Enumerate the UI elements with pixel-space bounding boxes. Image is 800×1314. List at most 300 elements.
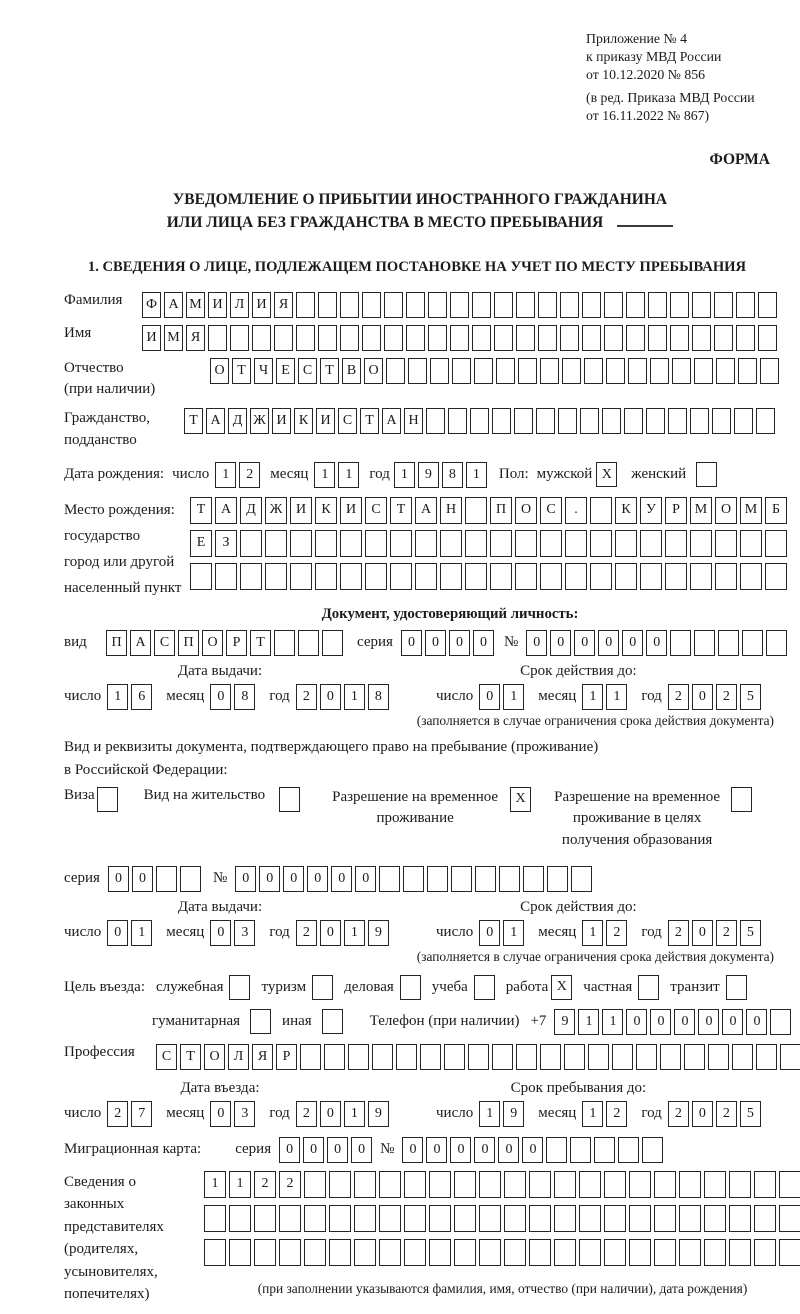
char-cell[interactable]: 1 <box>582 684 603 710</box>
char-cell[interactable]: И <box>272 408 291 434</box>
purpose-transit-checkbox[interactable] <box>726 975 747 1000</box>
char-cell[interactable] <box>712 408 731 434</box>
char-cell[interactable] <box>415 563 437 590</box>
char-cell[interactable]: 0 <box>327 1137 348 1163</box>
char-cell[interactable]: 1 <box>466 462 487 488</box>
char-cell[interactable]: М <box>690 497 712 524</box>
char-cell[interactable] <box>379 1205 401 1232</box>
char-cell[interactable] <box>304 1205 326 1232</box>
sex-female-checkbox[interactable] <box>696 462 717 487</box>
char-cell[interactable]: 0 <box>473 630 494 656</box>
char-cell[interactable] <box>740 530 762 557</box>
char-cell[interactable]: 7 <box>131 1101 152 1127</box>
char-cell[interactable]: Я <box>274 292 293 318</box>
char-cell[interactable]: Р <box>665 497 687 524</box>
char-cell[interactable] <box>324 1044 345 1070</box>
char-cell[interactable]: 0 <box>355 866 376 892</box>
char-cell[interactable] <box>322 630 343 656</box>
char-cell[interactable] <box>690 563 712 590</box>
char-cell[interactable]: О <box>210 358 229 384</box>
char-cell[interactable] <box>515 530 537 557</box>
char-cell[interactable] <box>628 358 647 384</box>
char-cell[interactable]: 1 <box>204 1171 226 1198</box>
char-cell[interactable]: Т <box>232 358 251 384</box>
char-cell[interactable]: Ф <box>142 292 161 318</box>
char-cell[interactable] <box>523 866 544 892</box>
char-cell[interactable] <box>465 563 487 590</box>
char-cell[interactable]: 0 <box>426 1137 447 1163</box>
char-cell[interactable] <box>315 530 337 557</box>
char-cell[interactable]: К <box>315 497 337 524</box>
purpose-business-checkbox[interactable] <box>229 975 250 1000</box>
char-cell[interactable]: 0 <box>522 1137 543 1163</box>
char-cell[interactable] <box>540 563 562 590</box>
char-cell[interactable] <box>365 530 387 557</box>
char-cell[interactable] <box>626 325 645 351</box>
visa-checkbox[interactable] <box>97 787 118 812</box>
char-cell[interactable] <box>729 1239 751 1266</box>
char-cell[interactable] <box>252 325 271 351</box>
char-cell[interactable] <box>546 1137 567 1163</box>
char-cell[interactable] <box>254 1205 276 1232</box>
residence-permit-checkbox[interactable] <box>279 787 300 812</box>
char-cell[interactable]: Т <box>320 358 339 384</box>
char-cell[interactable] <box>540 1044 561 1070</box>
purpose-study-checkbox[interactable] <box>474 975 495 1000</box>
char-cell[interactable] <box>279 1205 301 1232</box>
char-cell[interactable]: 2 <box>254 1171 276 1198</box>
char-cell[interactable] <box>340 325 359 351</box>
char-cell[interactable] <box>404 1205 426 1232</box>
char-cell[interactable] <box>646 408 665 434</box>
char-cell[interactable] <box>348 1044 369 1070</box>
char-cell[interactable]: 1 <box>582 920 603 946</box>
char-cell[interactable] <box>329 1171 351 1198</box>
char-cell[interactable]: 2 <box>606 1101 627 1127</box>
char-cell[interactable] <box>770 1009 791 1035</box>
char-cell[interactable] <box>490 563 512 590</box>
char-cell[interactable]: И <box>290 497 312 524</box>
char-cell[interactable] <box>490 530 512 557</box>
char-cell[interactable] <box>451 866 472 892</box>
char-cell[interactable]: 0 <box>479 920 500 946</box>
char-cell[interactable]: 0 <box>307 866 328 892</box>
char-cell[interactable]: 3 <box>234 920 255 946</box>
char-cell[interactable]: С <box>154 630 175 656</box>
char-cell[interactable] <box>470 408 489 434</box>
char-cell[interactable]: 1 <box>314 462 335 488</box>
char-cell[interactable]: 1 <box>338 462 359 488</box>
char-cell[interactable] <box>648 325 667 351</box>
char-cell[interactable]: П <box>106 630 127 656</box>
char-cell[interactable] <box>742 630 763 656</box>
char-cell[interactable] <box>554 1205 576 1232</box>
char-cell[interactable] <box>406 325 425 351</box>
char-cell[interactable]: 8 <box>234 684 255 710</box>
char-cell[interactable]: Т <box>190 497 212 524</box>
char-cell[interactable] <box>265 563 287 590</box>
char-cell[interactable]: А <box>415 497 437 524</box>
char-cell[interactable]: 0 <box>320 920 341 946</box>
char-cell[interactable]: 0 <box>449 630 470 656</box>
char-cell[interactable] <box>540 358 559 384</box>
char-cell[interactable]: 1 <box>215 462 236 488</box>
char-cell[interactable]: 0 <box>303 1137 324 1163</box>
char-cell[interactable]: 0 <box>279 1137 300 1163</box>
char-cell[interactable] <box>714 292 733 318</box>
char-cell[interactable]: 2 <box>239 462 260 488</box>
char-cell[interactable] <box>562 358 581 384</box>
char-cell[interactable] <box>516 325 535 351</box>
char-cell[interactable] <box>594 1137 615 1163</box>
char-cell[interactable] <box>736 325 755 351</box>
char-cell[interactable]: Р <box>276 1044 297 1070</box>
char-cell[interactable] <box>156 866 177 892</box>
char-cell[interactable] <box>554 1239 576 1266</box>
char-cell[interactable]: М <box>186 292 205 318</box>
char-cell[interactable] <box>415 530 437 557</box>
char-cell[interactable] <box>779 1239 800 1266</box>
char-cell[interactable]: И <box>252 292 271 318</box>
char-cell[interactable] <box>274 325 293 351</box>
char-cell[interactable] <box>604 1171 626 1198</box>
char-cell[interactable] <box>565 563 587 590</box>
char-cell[interactable] <box>504 1239 526 1266</box>
char-cell[interactable]: 1 <box>131 920 152 946</box>
char-cell[interactable] <box>679 1171 701 1198</box>
purpose-tourism-checkbox[interactable] <box>312 975 333 1000</box>
char-cell[interactable] <box>420 1044 441 1070</box>
char-cell[interactable]: 0 <box>401 630 422 656</box>
char-cell[interactable] <box>560 292 579 318</box>
char-cell[interactable]: Р <box>226 630 247 656</box>
char-cell[interactable]: 2 <box>296 684 317 710</box>
char-cell[interactable] <box>582 325 601 351</box>
char-cell[interactable] <box>492 408 511 434</box>
char-cell[interactable] <box>648 292 667 318</box>
char-cell[interactable] <box>612 1044 633 1070</box>
char-cell[interactable]: 0 <box>107 920 128 946</box>
char-cell[interactable] <box>679 1205 701 1232</box>
char-cell[interactable]: 2 <box>296 920 317 946</box>
char-cell[interactable]: 2 <box>716 1101 737 1127</box>
char-cell[interactable]: К <box>294 408 313 434</box>
char-cell[interactable] <box>716 358 735 384</box>
char-cell[interactable] <box>756 408 775 434</box>
char-cell[interactable]: 0 <box>474 1137 495 1163</box>
char-cell[interactable] <box>670 292 689 318</box>
char-cell[interactable]: 0 <box>498 1137 519 1163</box>
char-cell[interactable] <box>766 630 787 656</box>
char-cell[interactable]: Д <box>228 408 247 434</box>
temp-permit-edu-checkbox[interactable] <box>731 787 752 812</box>
char-cell[interactable] <box>754 1239 776 1266</box>
char-cell[interactable]: 9 <box>418 462 439 488</box>
char-cell[interactable] <box>732 1044 753 1070</box>
char-cell[interactable]: 2 <box>668 1101 689 1127</box>
char-cell[interactable]: 0 <box>622 630 643 656</box>
char-cell[interactable] <box>429 1205 451 1232</box>
char-cell[interactable] <box>354 1205 376 1232</box>
char-cell[interactable] <box>650 358 669 384</box>
char-cell[interactable] <box>229 1239 251 1266</box>
char-cell[interactable]: 0 <box>331 866 352 892</box>
char-cell[interactable]: 0 <box>402 1137 423 1163</box>
char-cell[interactable] <box>529 1205 551 1232</box>
char-cell[interactable] <box>565 530 587 557</box>
char-cell[interactable]: 1 <box>503 684 524 710</box>
char-cell[interactable]: 0 <box>626 1009 647 1035</box>
char-cell[interactable] <box>362 292 381 318</box>
char-cell[interactable]: Е <box>276 358 295 384</box>
char-cell[interactable]: 2 <box>716 920 737 946</box>
char-cell[interactable] <box>624 408 643 434</box>
char-cell[interactable] <box>516 1044 537 1070</box>
char-cell[interactable] <box>430 358 449 384</box>
char-cell[interactable] <box>408 358 427 384</box>
char-cell[interactable] <box>665 563 687 590</box>
char-cell[interactable]: С <box>540 497 562 524</box>
char-cell[interactable]: 2 <box>668 920 689 946</box>
char-cell[interactable]: А <box>206 408 225 434</box>
char-cell[interactable]: 1 <box>107 684 128 710</box>
char-cell[interactable] <box>279 1239 301 1266</box>
char-cell[interactable] <box>615 530 637 557</box>
char-cell[interactable] <box>579 1205 601 1232</box>
char-cell[interactable]: Ж <box>250 408 269 434</box>
char-cell[interactable] <box>340 292 359 318</box>
char-cell[interactable]: 0 <box>646 630 667 656</box>
char-cell[interactable]: А <box>382 408 401 434</box>
char-cell[interactable]: И <box>208 292 227 318</box>
char-cell[interactable]: 1 <box>344 1101 365 1127</box>
char-cell[interactable] <box>190 563 212 590</box>
char-cell[interactable]: 0 <box>235 866 256 892</box>
char-cell[interactable] <box>558 408 577 434</box>
char-cell[interactable] <box>514 408 533 434</box>
char-cell[interactable] <box>708 1044 729 1070</box>
char-cell[interactable] <box>300 1044 321 1070</box>
char-cell[interactable]: Т <box>184 408 203 434</box>
char-cell[interactable]: 9 <box>368 920 389 946</box>
char-cell[interactable] <box>404 1239 426 1266</box>
char-cell[interactable]: Я <box>186 325 205 351</box>
char-cell[interactable] <box>547 866 568 892</box>
char-cell[interactable]: 5 <box>740 920 761 946</box>
purpose-humanitarian-checkbox[interactable] <box>250 1009 271 1034</box>
char-cell[interactable] <box>670 325 689 351</box>
char-cell[interactable] <box>715 530 737 557</box>
char-cell[interactable] <box>403 866 424 892</box>
char-cell[interactable] <box>604 1239 626 1266</box>
char-cell[interactable] <box>340 530 362 557</box>
char-cell[interactable]: И <box>142 325 161 351</box>
char-cell[interactable]: 0 <box>674 1009 695 1035</box>
char-cell[interactable]: 5 <box>740 684 761 710</box>
char-cell[interactable]: 1 <box>229 1171 251 1198</box>
char-cell[interactable]: 2 <box>606 920 627 946</box>
char-cell[interactable] <box>729 1171 751 1198</box>
char-cell[interactable]: Н <box>404 408 423 434</box>
char-cell[interactable] <box>690 530 712 557</box>
char-cell[interactable] <box>204 1205 226 1232</box>
char-cell[interactable] <box>590 497 612 524</box>
char-cell[interactable] <box>454 1205 476 1232</box>
char-cell[interactable]: 3 <box>234 1101 255 1127</box>
char-cell[interactable] <box>499 866 520 892</box>
char-cell[interactable] <box>452 358 471 384</box>
char-cell[interactable] <box>626 292 645 318</box>
char-cell[interactable] <box>428 325 447 351</box>
char-cell[interactable] <box>642 1137 663 1163</box>
char-cell[interactable] <box>660 1044 681 1070</box>
char-cell[interactable]: 0 <box>132 866 153 892</box>
char-cell[interactable] <box>654 1171 676 1198</box>
char-cell[interactable] <box>450 325 469 351</box>
char-cell[interactable] <box>564 1044 585 1070</box>
char-cell[interactable] <box>208 325 227 351</box>
char-cell[interactable] <box>379 866 400 892</box>
char-cell[interactable] <box>571 866 592 892</box>
char-cell[interactable]: В <box>342 358 361 384</box>
char-cell[interactable] <box>384 292 403 318</box>
char-cell[interactable] <box>254 1239 276 1266</box>
char-cell[interactable] <box>404 1171 426 1198</box>
char-cell[interactable] <box>590 530 612 557</box>
char-cell[interactable] <box>536 408 555 434</box>
char-cell[interactable] <box>779 1171 800 1198</box>
char-cell[interactable] <box>274 630 295 656</box>
char-cell[interactable] <box>692 325 711 351</box>
char-cell[interactable] <box>629 1171 651 1198</box>
char-cell[interactable] <box>479 1239 501 1266</box>
char-cell[interactable] <box>362 325 381 351</box>
char-cell[interactable]: 0 <box>526 630 547 656</box>
char-cell[interactable]: Л <box>228 1044 249 1070</box>
char-cell[interactable] <box>390 563 412 590</box>
char-cell[interactable] <box>736 292 755 318</box>
char-cell[interactable] <box>715 563 737 590</box>
char-cell[interactable]: 0 <box>210 684 231 710</box>
char-cell[interactable]: 0 <box>320 684 341 710</box>
char-cell[interactable] <box>694 630 715 656</box>
char-cell[interactable] <box>340 563 362 590</box>
char-cell[interactable]: 9 <box>503 1101 524 1127</box>
char-cell[interactable] <box>665 530 687 557</box>
char-cell[interactable] <box>604 292 623 318</box>
char-cell[interactable] <box>604 325 623 351</box>
char-cell[interactable] <box>615 563 637 590</box>
char-cell[interactable] <box>496 358 515 384</box>
char-cell[interactable] <box>570 1137 591 1163</box>
char-cell[interactable]: П <box>490 497 512 524</box>
char-cell[interactable] <box>426 408 445 434</box>
char-cell[interactable] <box>618 1137 639 1163</box>
char-cell[interactable] <box>329 1205 351 1232</box>
char-cell[interactable] <box>444 1044 465 1070</box>
char-cell[interactable]: 2 <box>716 684 737 710</box>
char-cell[interactable]: Б <box>765 497 787 524</box>
char-cell[interactable] <box>329 1239 351 1266</box>
char-cell[interactable]: А <box>215 497 237 524</box>
char-cell[interactable] <box>636 1044 657 1070</box>
char-cell[interactable] <box>738 358 757 384</box>
char-cell[interactable] <box>494 292 513 318</box>
char-cell[interactable]: 1 <box>582 1101 603 1127</box>
char-cell[interactable] <box>538 325 557 351</box>
purpose-work-checkbox[interactable]: X <box>551 975 572 1000</box>
char-cell[interactable]: 9 <box>554 1009 575 1035</box>
char-cell[interactable] <box>229 1205 251 1232</box>
char-cell[interactable] <box>718 630 739 656</box>
char-cell[interactable]: Д <box>240 497 262 524</box>
char-cell[interactable] <box>474 358 493 384</box>
char-cell[interactable] <box>629 1239 651 1266</box>
char-cell[interactable]: Т <box>250 630 271 656</box>
char-cell[interactable]: 0 <box>283 866 304 892</box>
char-cell[interactable] <box>354 1239 376 1266</box>
char-cell[interactable]: М <box>164 325 183 351</box>
char-cell[interactable] <box>396 1044 417 1070</box>
char-cell[interactable] <box>606 358 625 384</box>
char-cell[interactable]: 2 <box>668 684 689 710</box>
char-cell[interactable] <box>448 408 467 434</box>
char-cell[interactable]: О <box>364 358 383 384</box>
char-cell[interactable]: Ч <box>254 358 273 384</box>
char-cell[interactable]: . <box>565 497 587 524</box>
char-cell[interactable] <box>604 1205 626 1232</box>
char-cell[interactable]: Е <box>190 530 212 557</box>
char-cell[interactable] <box>754 1171 776 1198</box>
char-cell[interactable] <box>379 1239 401 1266</box>
char-cell[interactable] <box>318 325 337 351</box>
char-cell[interactable]: О <box>202 630 223 656</box>
char-cell[interactable] <box>180 866 201 892</box>
char-cell[interactable]: 1 <box>503 920 524 946</box>
char-cell[interactable] <box>590 563 612 590</box>
char-cell[interactable] <box>765 563 787 590</box>
char-cell[interactable]: 0 <box>746 1009 767 1035</box>
char-cell[interactable] <box>450 292 469 318</box>
char-cell[interactable]: Т <box>360 408 379 434</box>
char-cell[interactable] <box>440 563 462 590</box>
char-cell[interactable]: К <box>615 497 637 524</box>
purpose-commercial-checkbox[interactable] <box>400 975 421 1000</box>
char-cell[interactable] <box>654 1205 676 1232</box>
char-cell[interactable]: 0 <box>692 1101 713 1127</box>
char-cell[interactable]: 2 <box>279 1171 301 1198</box>
char-cell[interactable] <box>215 563 237 590</box>
char-cell[interactable] <box>429 1171 451 1198</box>
char-cell[interactable]: О <box>515 497 537 524</box>
char-cell[interactable]: Л <box>230 292 249 318</box>
char-cell[interactable] <box>734 408 753 434</box>
char-cell[interactable]: У <box>640 497 662 524</box>
char-cell[interactable]: 0 <box>320 1101 341 1127</box>
char-cell[interactable]: Я <box>252 1044 273 1070</box>
char-cell[interactable]: 2 <box>107 1101 128 1127</box>
char-cell[interactable] <box>318 292 337 318</box>
char-cell[interactable]: 0 <box>598 630 619 656</box>
char-cell[interactable] <box>672 358 691 384</box>
char-cell[interactable]: 0 <box>450 1137 471 1163</box>
char-cell[interactable] <box>668 408 687 434</box>
char-cell[interactable] <box>384 325 403 351</box>
char-cell[interactable]: 0 <box>259 866 280 892</box>
char-cell[interactable]: С <box>156 1044 177 1070</box>
char-cell[interactable] <box>479 1171 501 1198</box>
char-cell[interactable] <box>560 325 579 351</box>
